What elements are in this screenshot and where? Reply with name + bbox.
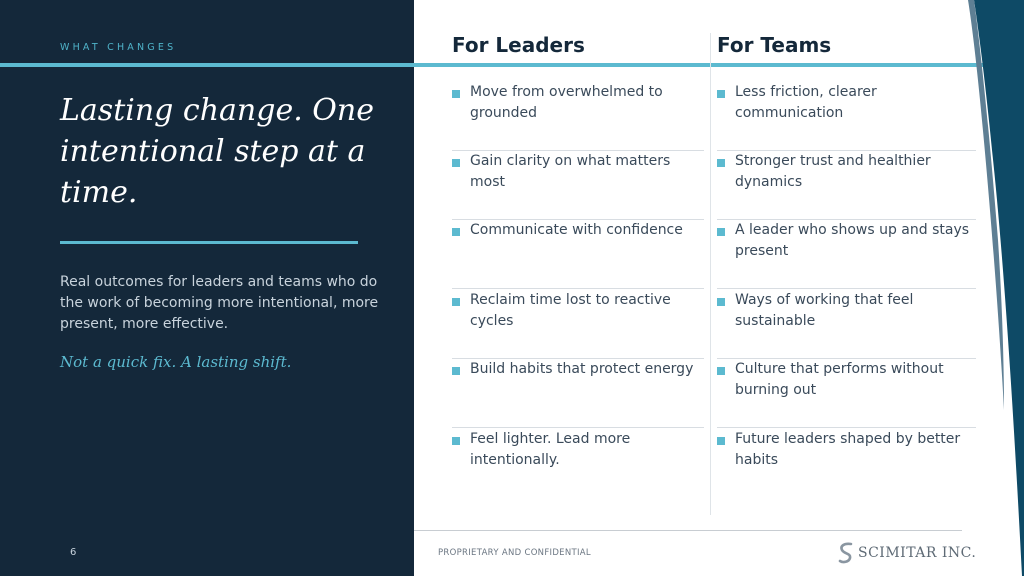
list-item: Less friction, clearer communication — [717, 82, 976, 151]
footer-rule — [414, 530, 962, 531]
square-bullet-icon — [452, 159, 460, 167]
list-item: Ways of working that feel sustainable — [717, 290, 976, 359]
square-bullet-icon — [452, 298, 460, 306]
square-bullet-icon — [452, 90, 460, 98]
list-item: Move from overwhelmed to grounded — [452, 82, 704, 151]
column-heading-teams: For Teams — [717, 33, 832, 57]
corner-swoosh-graphic — [964, 0, 1024, 576]
page-number: 6 — [70, 547, 77, 558]
footer-confidential: PROPRIETARY AND CONFIDENTIAL — [438, 548, 591, 558]
list-item: Reclaim time lost to reactive cycles — [452, 290, 704, 359]
tagline: Not a quick fix. A lasting shift. — [60, 353, 292, 371]
accent-line — [0, 63, 1024, 67]
square-bullet-icon — [452, 437, 460, 445]
column-divider — [710, 33, 711, 515]
list-item: Stronger trust and healthier dynamics — [717, 151, 976, 220]
headline-rule — [60, 241, 358, 244]
list-item: Culture that performs without burning out — [717, 359, 976, 428]
body-text: Real outcomes for leaders and teams who do the work of becoming more intentional, more present, more effective. — [60, 274, 379, 332]
square-bullet-icon — [717, 90, 725, 98]
list-item: Build habits that protect energy — [452, 359, 704, 428]
list-item: Feel lighter. Lead more intentionally. — [452, 429, 704, 498]
column-heading-leaders: For Leaders — [452, 33, 585, 57]
square-bullet-icon — [717, 228, 725, 236]
slide-headline: Lasting change. One intentional step at a time. — [60, 93, 374, 210]
square-bullet-icon — [717, 437, 725, 445]
list-item: Future leaders shaped by better habits — [717, 429, 976, 498]
square-bullet-icon — [717, 159, 725, 167]
square-bullet-icon — [717, 367, 725, 375]
list-item: A leader who shows up and stays present — [717, 220, 976, 289]
list-item: Gain clarity on what matters most — [452, 151, 704, 220]
square-bullet-icon — [452, 367, 460, 375]
company-logo: SCIMITAR INC. — [838, 541, 976, 565]
section-eyebrow: WHAT CHANGES — [60, 42, 177, 53]
square-bullet-icon — [717, 298, 725, 306]
scimitar-s-icon — [838, 542, 854, 564]
square-bullet-icon — [452, 228, 460, 236]
list-item: Communicate with confidence — [452, 220, 704, 289]
